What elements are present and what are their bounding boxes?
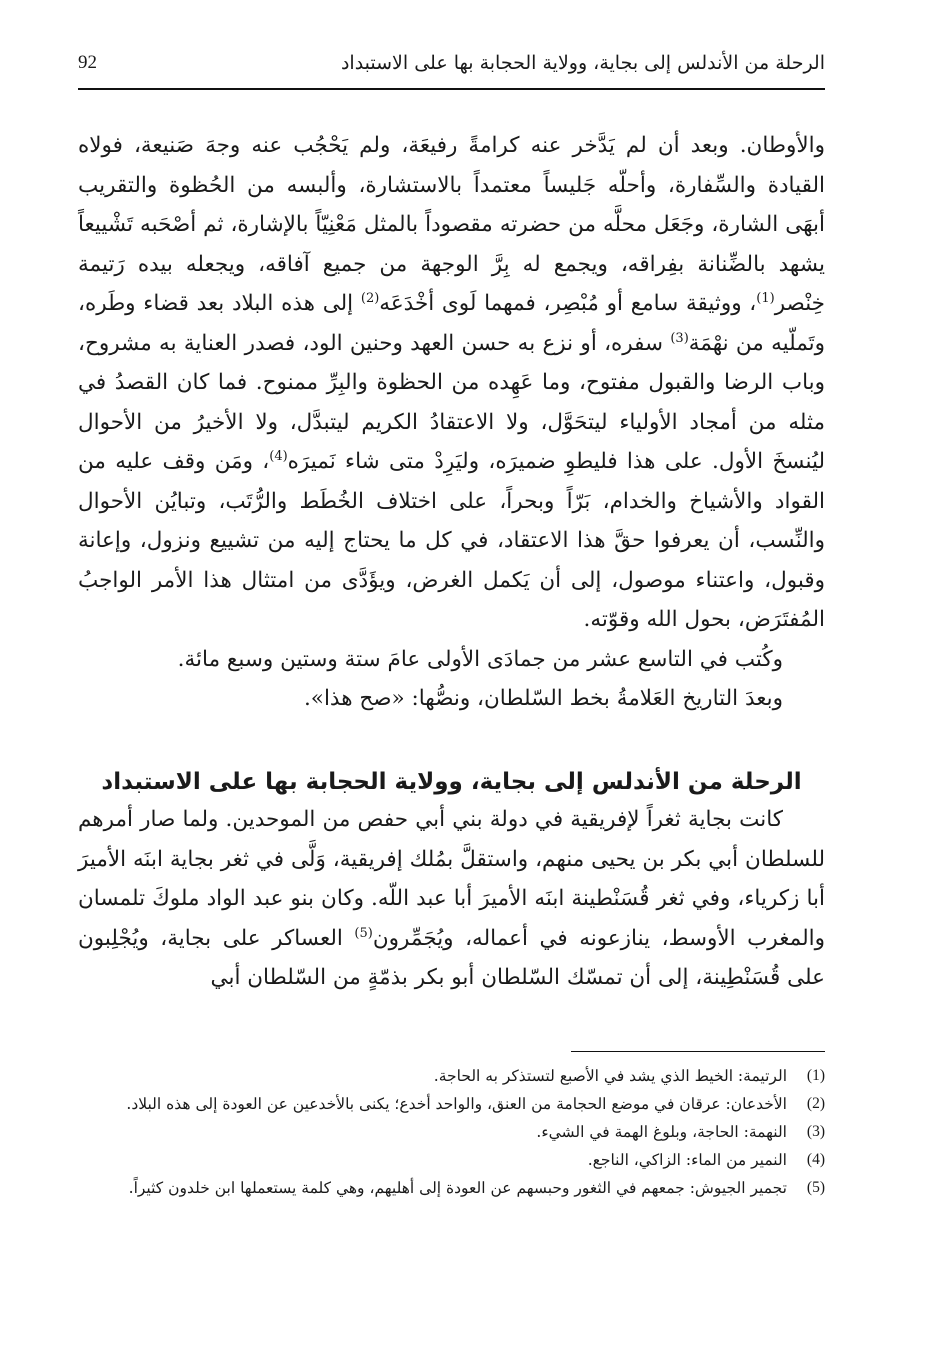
footnote-number: (5) xyxy=(806,1179,825,1196)
footnote-number: (3) xyxy=(806,1123,825,1140)
footnote-separator xyxy=(571,1051,825,1052)
text-run: إلى هذه البلاد بعد قضاء وطَره، وتَملّيه من نهْمَة xyxy=(78,291,825,356)
text-run: ، ووثيقة سامع أو مُبْصِر، فمهما لَوى أخْدَعَه xyxy=(379,291,757,316)
footnotes xyxy=(78,1062,825,1202)
footnote-text: الأخدعان: عرقان في موضع الحجامة من العنق، والواحد أخدع؛ يكنى بالأخدعين عن العودة إلى هذه البلاد. xyxy=(126,1095,787,1113)
text-run: والأوطان. وبعد أن لم يَدَّخر عنه كرامةً رفيعَة، ولم يَحْجُب عنه وجهَ صَنيعة، فولاه القيادة والسِّفارة، وأحلّه جَليساً معتمداً بالاستشارة، وألبسه من الحُظوة والتقريب أبهَى الشارة، وجَعَل محلَّه من حضرته مقصوداً بالمثل مَعْنِيّاً بالإشارة، ثم أصْحَبه تَشْييعاً يشهد بالضِّنانة بفِراقه، ويجمع له بِرَّ الوجهة من جميع آفاقه، ويجعله بيده رَتيمة خِنْصر xyxy=(78,133,825,316)
page-number: 92 xyxy=(78,52,97,73)
paragraph-signature-note: وبعدَ التاريخ العَلامةُ بخط السّلطان، ونصُّها: «صح هذا». xyxy=(303,686,783,711)
section-heading: الرحلة من الأندلس إلى بجاية، وولاية الحجابة بها على الاستبداد xyxy=(101,769,802,795)
text-run: كانت بجاية ثغراً لإفريقية في دولة بني أبي حفص من الموحدين. ولما صار أمرهم للسلطان أبي بكر بن يحيى منهم، واستقلَّ بمُلك إفريقية، وَلَّى في ثغر بجاية ابنَه الأميرَ أبا زكرياء، وفي ثغر قُسَنْطينة ابنَه الأميرَ أبا عبد اللّه. وكان بنو عبد الواد ملوكَ تلمسان والمغرب الأوسط، ينازعونه في أعماله، ويُجَمِّرون xyxy=(78,807,825,951)
footnote-text: الرتيمة: الخيط الذي يشد في الأصبع لتستذكر به الحاجة. xyxy=(433,1067,787,1085)
running-title: الرحلة من الأندلس إلى بجاية، وولاية الحجابة بها على الاستبداد xyxy=(340,52,825,74)
footnote-text: النمير من الماء: الزاكي، الناجع. xyxy=(587,1151,787,1169)
paragraph-date: وكُتب في التاسع عشر من جمادَى الأولى عامَ ستة وستين وسبع مائة. xyxy=(177,646,783,672)
footnote-text: النهمة: الحاجة، وبلوغ الهمة في الشيء. xyxy=(536,1123,787,1141)
footnote xyxy=(78,1062,825,1090)
section-text xyxy=(78,800,825,998)
footnote xyxy=(78,1090,825,1118)
paragraph-decree-body xyxy=(78,126,825,640)
paragraph-bejaia xyxy=(78,800,825,998)
footnote-number: (4) xyxy=(806,1151,825,1168)
running-header xyxy=(78,52,825,90)
footnote-ref-4: (4) xyxy=(269,448,288,464)
footnote xyxy=(78,1146,825,1174)
footnote-ref-2: (2) xyxy=(360,290,380,306)
footnote-text: تجمير الجيوش: جمعهم في الثغور وحبسهم عن العودة إلى أهليهم، وهي كلمة يستعملها ابن خلدون كثيراً. xyxy=(128,1179,787,1197)
footnote xyxy=(78,1118,825,1146)
text-run: سفره، أو نزع به حسن العهد وحنين الود، فصدر العناية به مشروح، وباب الرضا والقبول مفتوح، وما عَهِده من الحظوة والبِرِّ ممنوح. فما كان القصدُ في مثله من أمجاد الأولياء ليتحَوَّل، ولا الاعتقادُ الكريم ليتبدَّل، ولا الأخيرُ من الأحوال ليُنسخَ الأول. على هذا فليطوِ ضميرَه، وليَرِدْ متى شاء نَميرَه xyxy=(78,330,825,474)
main-text xyxy=(78,126,825,719)
footnote xyxy=(78,1174,825,1202)
text-run: ، ومَن وقف عليه من القواد والأشياخ والخدام، بَرّاً وبحراً، على اختلاف الخُطَط والرُّتَب، وتبايُن الأحوال والنِّسب، أن يعرفوا حقَّ هذا الاعتقاد، في كل ما يحتاج إليه من تشييع ونزول، وإعانة وقبول، واعتناء موصول، إلى أن يَكمل الغرض، ويؤَدَّى من امتثال هذا الأمر الواجبُ المُفتَرَض، بحول الله وقوّته. xyxy=(78,449,825,632)
footnote-ref-5: (5) xyxy=(354,925,373,941)
footnote-number: (2) xyxy=(806,1095,825,1112)
footnote-ref-3: (3) xyxy=(670,330,689,346)
footnote-ref-1: (1) xyxy=(756,290,775,306)
footnote-number: (1) xyxy=(806,1067,825,1084)
text-run: العساكر على بجاية، ويُجْلِبون على قُسَنْطِينة، إلى أن تمسّك السّلطان أبو بكر بذمّةٍ من السّلطان أبي xyxy=(78,925,825,990)
